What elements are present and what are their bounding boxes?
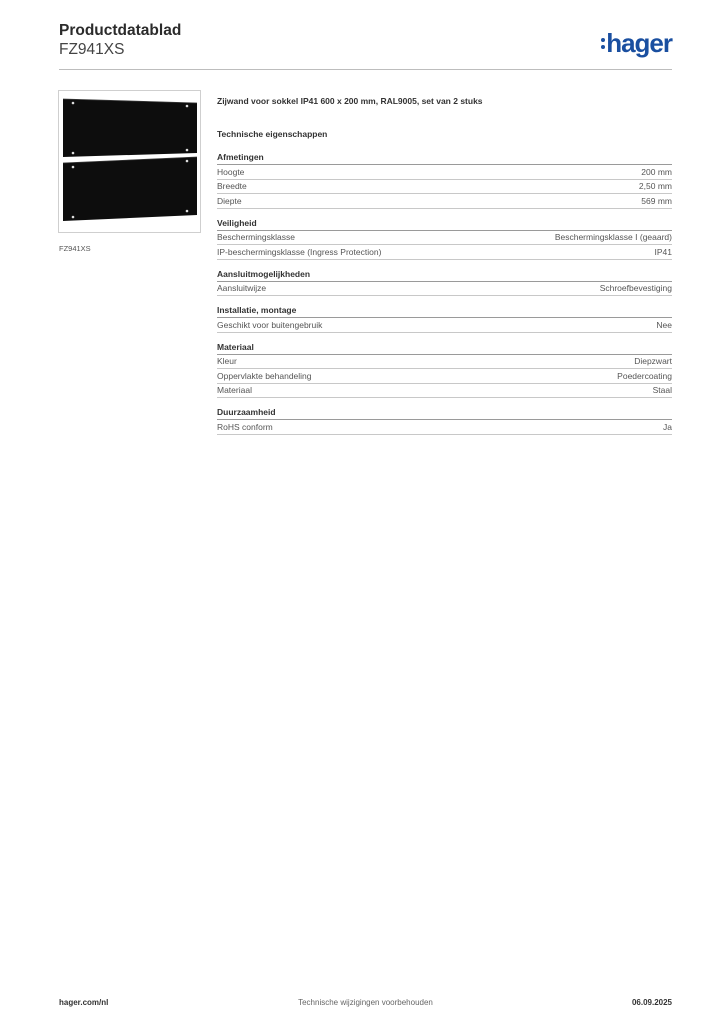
property-row [217,384,672,399]
group-veiligheid [217,218,672,260]
group-installatie-montage [217,305,672,333]
footer-date: 06.09.2025 [631,998,672,1007]
group-title: Installatie, montage [217,305,672,318]
property-label: RoHS conform [217,421,273,432]
property-label: Aansluitwijze [217,283,267,294]
image-caption: FZ941XS [59,244,91,253]
page-header [59,20,672,70]
logo-dots-icon [601,35,605,52]
property-value: 2,50 mm [638,181,672,192]
logo-text: hager [606,28,672,58]
group-aansluitmogelijkheden [217,269,672,297]
footer-disclaimer: Technische wijzigingen voorbehouden [298,998,433,1007]
property-value: 200 mm [641,166,672,177]
property-label: Hoogte [217,166,245,177]
property-row [217,180,672,195]
property-row [217,355,672,370]
property-value: Beschermingsklasse I (geaard) [554,232,672,243]
property-label: Geschikt voor buitengebruik [217,319,323,330]
property-label: Materiaal [217,385,252,396]
panel-illustration-icon [59,91,200,232]
property-value: 569 mm [641,195,672,206]
property-value: Staal [652,385,672,396]
group-afmetingen [217,152,672,209]
property-value: Nee [656,319,672,330]
group-title: Aansluitmogelijkheden [217,269,672,282]
property-row [217,231,672,246]
property-label: Kleur [217,356,237,367]
group-title: Materiaal [217,342,672,355]
property-label: Oppervlakte behandeling [217,370,312,381]
product-image [58,90,201,233]
header-divider [59,69,672,70]
property-row [217,245,672,260]
property-row [217,165,672,180]
document-title: Productdatablad [59,22,182,39]
property-value: Schroefbevestiging [599,283,672,294]
property-label: Breedte [217,181,247,192]
property-value: Poedercoating [617,370,672,381]
property-value: Ja [663,421,672,432]
property-value: Diepzwart [634,356,672,367]
group-materiaal [217,342,672,399]
group-title: Veiligheid [217,218,672,231]
property-label: Diepte [217,195,242,206]
group-duurzaamheid [217,407,672,435]
property-row [217,318,672,333]
property-row [217,369,672,384]
product-code: FZ941XS [59,41,125,58]
group-title: Afmetingen [217,152,672,165]
property-label: IP-beschermingsklasse (Ingress Protection) [217,246,382,257]
hager-logo [601,28,672,59]
property-value: IP41 [654,246,672,257]
property-row [217,282,672,297]
footer-url-link[interactable]: hager.com/nl [59,998,109,1007]
product-details [217,96,672,444]
property-row [217,420,672,435]
group-title: Duurzaamheid [217,407,672,420]
property-label: Beschermingsklasse [217,232,295,243]
property-row [217,194,672,209]
product-description: Zijwand voor sokkel IP41 600 x 200 mm, RAL9005, set van 2 stuks [217,96,483,106]
section-title: Technische eigenschappen [217,129,328,139]
